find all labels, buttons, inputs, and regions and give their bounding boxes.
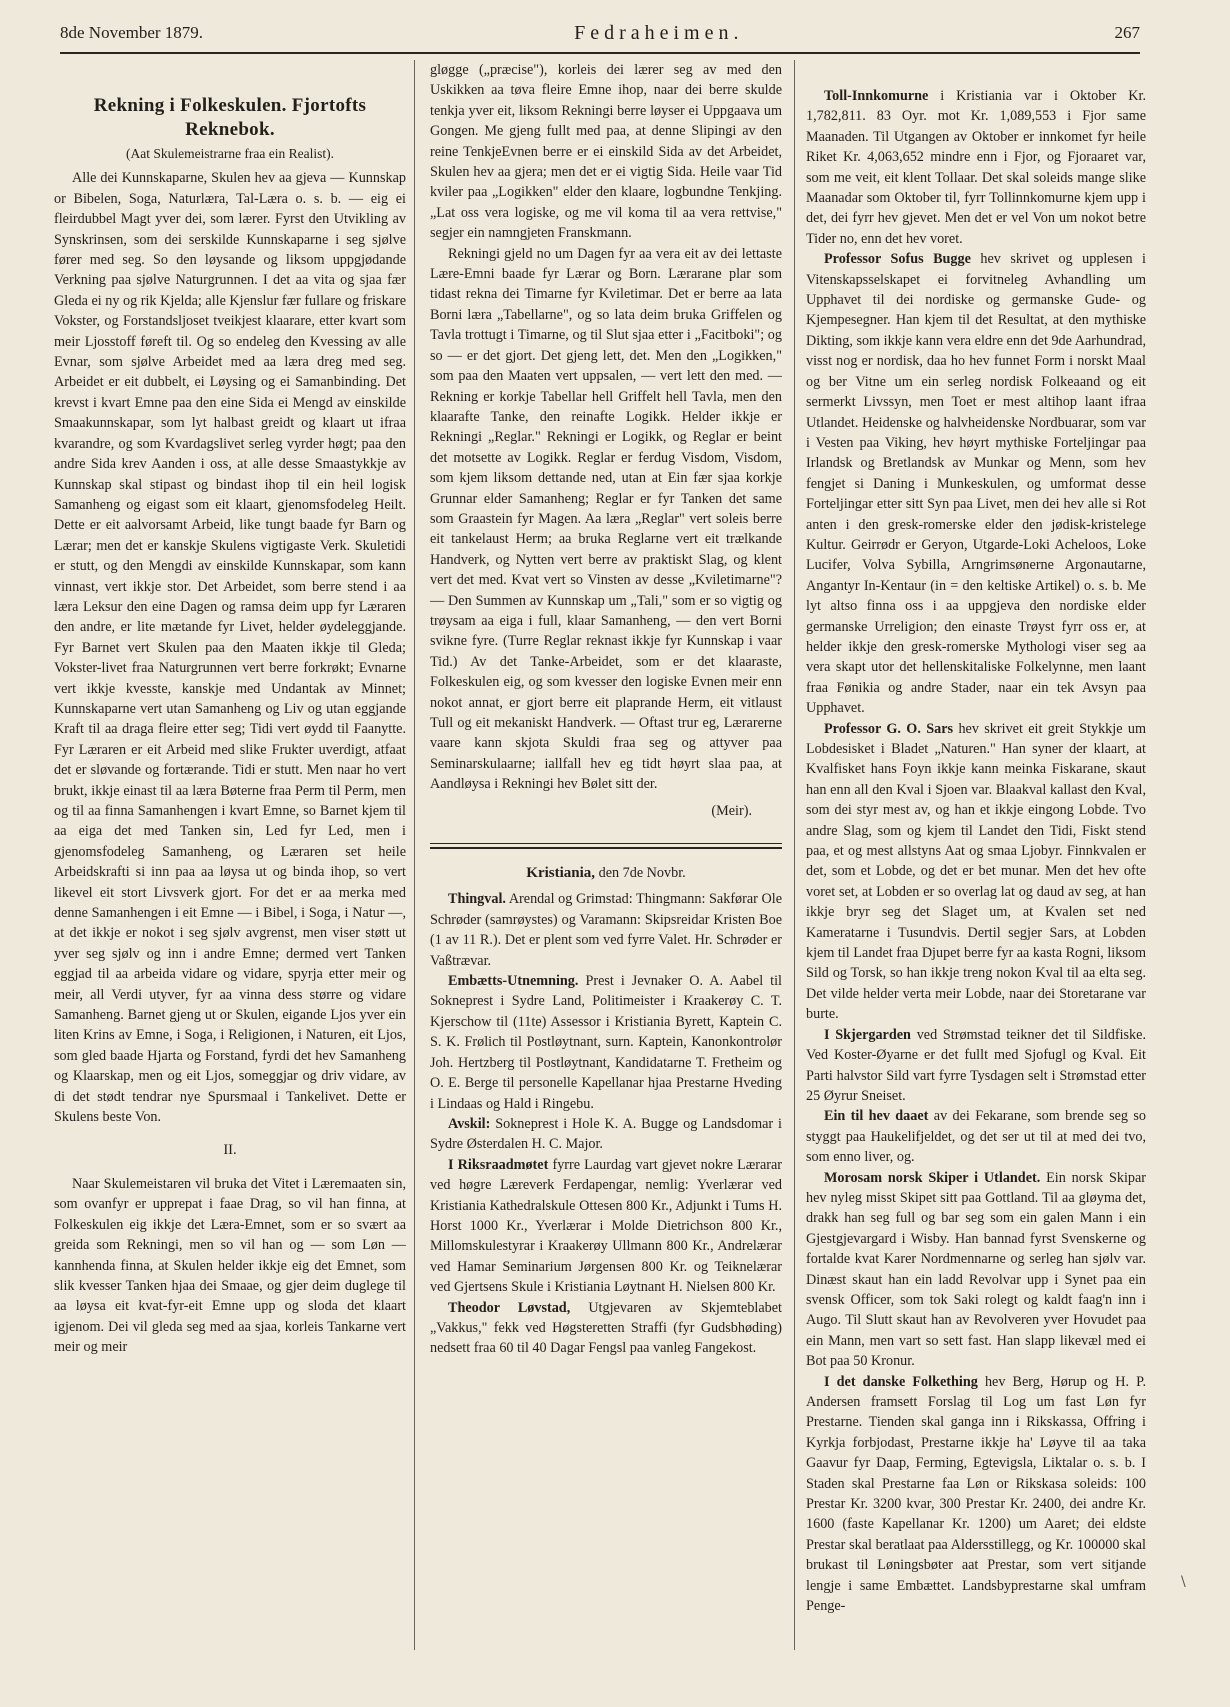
- column-1: [54, 60, 406, 1358]
- news-item: Avskil: Sokneprest i Hole K. A. Bugge og Landsdomar i Sydre Østerdalen H. C. Major.: [430, 1115, 782, 1153]
- news-item: I det danske Folkething hev Berg, Hørup og H. P. Andersen framsett Forslag til Log um fast Løn fyr Prestarne. Tienden skal ganga inn i Rikskassa, Offring i Kyrkja forbjodast, Prestarne ikkje ha' Løyve til aa taka Gaavur fyr Daap, Ferming, Egtevigsla, Liktalar o. s. b. I Staden skal Prestarne faa Løn or Rikskasa soleids: 100 Prestar Kr. 3200 kvar, 300 Prestar Kr. 2400, dei andre Kr. 1600 (faste Kapellanar Kr. 1200) um Aaret; dei eldste Prestar skal beratlaat paa Aldersstillegg, og Kr. 100000 skal brukast til Løningsbøter aat Prestar, som vert sitjande lengje i same Embættet. Landsbyprestarne skal umfram Penge-: [806, 1373, 1146, 1615]
- article-signoff: (Meir).: [711, 802, 752, 819]
- news-item: I Riksraadmøtet fyrre Laurdag vart gjevet nokre Lærarar ved høgre Læreverk Ferdapengar, nemlig: Yverlærar ved Kristiania Kathedralskule Ottesen 800 Kr., Adjunkt i Tums H. Horst 1000 Kr., Yverlærar i Molde Dietrichson 800 Kr., Millomskulestyrar i Kraakerøy Ullmann 800 Kr., Andrelærar ved Hamar Seminarium Jørgensen 800 Kr. og Teiknelærar ved Gjertsens Skule i Kristiania Løytnant H. Nielsen 800 Kr.: [430, 1156, 782, 1296]
- news-item: Thingval. Arendal og Grimstad: Thingmann: Sakførar Ole Schrøder (samrøystes) og Varamann: Skipsreidar Kristen Boe (1 av 11 R.). Det er plent som ved fyrre Valet. Hr. Schrøder er Vaßtrævar.: [430, 891, 782, 969]
- article-paragraph: Naar Skulemeistaren vil bruka det Vitet i Læremaaten sin, som ovanfyr er upprepat i faae Drag, so vil han finna, at Folkeskulen eig ikkje det Læra-Emnet, som er so svært aa greida som Rekningi, men so vil han og — som Løn — kannhenda finna, at Skulen helder ikkje eig det Emnet, som slik kvesser Tanken hjaa dei Smaae, og gjer deim duglege til aa løysa eit kvat-fyr-eit Emne upp og sloda det klaart igjenom. Dei vil gleda seg med aa sjaa, korleis Tankarne vert meir og meir: [54, 1175, 406, 1356]
- article-subtitle: (Aat Skulemeistrarne fraa ein Realist).: [125, 146, 335, 161]
- news-item: Theodor Løvstad, Utgjevaren av Skjemteblabet „Vakkus," fekk ved Høgsteretten Straffi (fyr Gudsbhøding) nedsett fraa 60 til 40 Dagar Fengsl paa vanleg Fangekost.: [430, 1299, 782, 1357]
- news-item: I Skjergarden ved Strømstad teikner det til Sildfiske. Ved Koster-Øyarne er det fullt med Sjofugl og Kval. Eit Parti halvstor Sild vart fyrre Tysdagen selt i Strømstad etter 25 Øyrur Sneiset.: [806, 1026, 1146, 1104]
- news-item: Embætts-Utnemning. Prest i Jevnaker O. A. Aabel til Sokneprest i Sydre Land, Politimeister i Kraakerøy C. T. Kjerschow til (11te) Assessor i Kristiania Byrett, Kaptein C. S. K. Frølich til Postløytnant, surn. Kaptein, Kanonkontrolør Joh. Hertzberg til Postløytnant, Kandidatarne T. Fretheim og O. E. Berge til personelle Kapellanar hjaa Prestarne Hveding i Lindaas og Hald i Ringebu.: [430, 973, 782, 1112]
- news-dateline: Kristiania, den 7de Novbr.: [526, 865, 686, 882]
- column-3: [806, 60, 1146, 1616]
- news-item: Morosam norsk Skiper i Utlandet. Ein norsk Skipar hev nyleg misst Skipet sitt paa Gottland. Til aa gløyma det, drakk han seg full og bar seg som ein galen Mann i ein Gjestgjevargard i Wisby. Han bannad fyrst Svenskerne og fortalde kvat Karer Nordmennarne og serleg han sjølv var. Dinæst skaut han ein ladd Revolvar upp i Synet paa ein svensk Officer, som tok Saki rolegt og kaldt faag'n inn i Augo. Til Slutt skaut han av Revolveren yver Hovudet paa ein Mann, men vart so sett fast. Han slapp likevæl med ei Bot paa 50 Kronur.: [806, 1169, 1146, 1370]
- news-item: Toll-Innkomurne i Kristiania var i Oktober Kr. 1,782,811. 83 Oyr. mot Kr. 1,089,553 i Fjor same Maanaden. Til Utgangen av Oktober er innkomet fyr heile Riket Kr. 4,063,652 mindre enn i Fjor, og Fjoraaret var, som me veit, eit klent Tollaar. Det skal soleids mange slike Maanadar som Oktober til, fyrr Tollinnkomurne kjem upp i det, dei fyrr hev gjevet. Men det er vel Von um nokot betre Tider no, enn det hev voret.: [806, 88, 1147, 247]
- column-divider: [794, 60, 795, 1650]
- article-paragraph: Rekningi gjeld no um Dagen fyr aa vera eit av dei lettaste Lære-Emni baade fyr Lærar og Born. Lærarane plar som tidast rekna dei Timarne fyr Kviletimar. Det er berre aa lata Borni læra „Tabellarne", og so lata deim bruka Griffelen og Tavla trottugt i Timarne, og til Slut sjaa etter i „Facitboki"; og so — er det gjort. Det gjeng lett, det. Men den „Logikken," som paa den Maaten vert uppsalen, — vert lett den med. — Rekning er korkje Tabellar hell Griffelt hell Tavla, men den klaarafte Tanke, den reinafte Logikk. Helder ikkje er Rekningi „Reglar." Rekningi er Logikk, og Reglar er beint det motsette av Logikk. Reglar er ferdug Visdom, Visdom, som kjem liksom dettande ned, utan at Ein fær sjaa korkje Grunnar elder Samanheng; Reglar er fyr Tanken det same som Graastein fyr Magen. Aa læra „Reglar" vert soleis berre eit tankelaust Herm; aa bruka Reglarne vert eit trælkande Handverk, og Nytten vert berre av praktiskt Slag, og klent vert det med. Kvat vert so Vinsten av desse „Kviletimarne"? — Den Summen av Kunnskap um „Tali," som er so vigtig og trøysam aa eiga i full, klaar Samanheng, — den vert Borni svikne fyre. (Turre Reglar reknast ikkje fyr Kunnskap i vaar Tid.) Av det Tanke-Arbeidet, som er det klaaraste, Folkeskulen eig, og som kvesser den logiske Evnen meir enn nokot annat, er gjort berre eit plaprande Herm, eit vitlaust Tull og eit mekaniskt Handverk. — Oftast trur eg, Lærarerne vaare kann skjota Skuldi fraa seg og attyver paa Seminarskulaarne; iallfall hev eg tidt høyrt slaa paa, at Aandløysa i Rekningi hev Bølet sitt der.: [430, 245, 782, 793]
- page-number: 267: [1114, 23, 1140, 42]
- section-rule: [430, 843, 782, 849]
- header-rule: [60, 52, 1140, 54]
- article-title: Rekning i Folkeskulen. Fjortofts Reknebok.: [93, 95, 367, 140]
- margin-mark: \: [1181, 1574, 1186, 1590]
- column-divider: [414, 60, 415, 1650]
- section-heading: II.: [223, 1141, 237, 1158]
- news-item: Professor G. O. Sars hev skrivet eit greit Stykkje um Lobdesisket i Bladet „Naturen." Han syner der klaart, at Kvalfisket hans Foyn ikkje kann meinka Fiskarane, skaut han enn all den Kval i Sjoen var. Blaakval kallast den Kval, som dei styr mest av, og han et ikkje eingong Lobde. Tvo andre Slag, som og kjem til Landet den Tidi, Fiskt stend paa, et og mest allstyns Aat og smaa Ljobyr. Finnkvalen er det, som et Lobde, og det er bet munar. Men det hev ofte voret set, at Lobden er so overlag lat og daud av seg, at han ikkje bryr seg det Slaget um, at Kvalen set ned Kameratarne i Tusundvis. Dertil segjer Sars, at Lobden kjem til Landet fraa Djupet berre fyr aa kasta Rogni, liksom Sild og Torsk, so han ikkje treng nokon Kval til aa elta seg. Det vilde helder verta meir Lobde, naar dei Storetarane var burte.: [806, 720, 1147, 1023]
- news-item: Professor Sofus Bugge hev skrivet og upplesen i Vitenskapsselskapet ei forvitneleg Avhandling um Upphavet til dei nordiske og germanske Gude- og Kjempesegner. Han kjem til det Resultat, at den mythiske Dikting, som ikkje kann vera eldre enn det 9de Aarhundrad, visst nog er nordisk, daa ho hev funnet Form i norskt Maal og ber Vitne um ein serleg nordisk Folkeaand og eit sermerkt Livssyn, men Toet er mest altihop laant ifraa Utlandet. Heidenske og halvheidenske Nordbuarar, som var i Vesten paa Viking, hev høyrt mythiske Forteljingar paa Irlandsk og Bretlandsk av Munkar og Menn, som hev fengjet si Daning i Munkeskulen, og umformat desse Forteljingar etter sitt Syn paa Livet, men dei hev alle si Rot anten i den gresk-romerske elder den jødisk-kristelege Kultur. Geirrødr er Geryon, Utgarde-Loki Acheloos, Loke Lucifer, Volva Sybilla, Arngrimsønerne Argonautarne, Angantyr In-Kentaur (in = den keltiske Artikel) o. s. b. Me lyt altso finna oss i aa uppgjeva den nordiske elder germanske Urreligion; den einaste Trøyst fyrr oss er, at helder ikkje den gresk-romerske Mythologi viser seg aa vera skapt utor det hellenskitaliske Folkelynne, men laant fraa Fønikia og andre Stader, naar ein tek Avsyn paa Upphavet.: [806, 251, 1147, 717]
- masthead: [60, 18, 1140, 48]
- column-2: [430, 60, 782, 1359]
- article-paragraph: gløgge („præcise"), korleis dei lærer seg av med den Uskikken aa tøva fleire Emne ihop, naar dei berre skulde tenkja yver eit, liksom Rekningi berre løyser ei Uppgaava um Gongen. Me gjeng fullt med paa, at denne Slipingi av den reine TenkjeEvnen berre er ei einskild Sida av det Arbeidet, Skulen hev aa gjera; men det er ei vigtig Sida. Heile vaar Tid kviler paa „Logikken" elder den klaare, logbundne Tenkjing. „Lat oss vera logiske, og me vil koma til aa vera rettvise," segjer ein namngjeten Franskmann.: [430, 62, 782, 242]
- article-paragraph: Alle dei Kunnskaparne, Skulen hev aa gjeva — Kunnskap or Bibelen, Soga, Naturlæra, Tal-Læra o. s. b. — eig ei fleirdubbel Magt yver dei, som lærer. Fyrst den Utvikling av Synskrinsen, som dei serskilde Kunnskaparne i seg sjølve fører med seg. So den løysande og liksom uppgjødande Verkning paa sjølve Naturgrunnen. I det aa vita og sjaa fær Gleda ei ny og rik Kjelda; alle Kjenslur fær fullare og friskare Vokster, og Forstandsljoset tveikjest klaarare, etter kvart som meir Ljosstoff føreft til. Og so endeleg den Kvessing av alle Evnar, som sjølve Arbeidet med aa læra dreg med seg. Arbeidet er eit dubbelt, ei Løysing og ei Samanbinding. Det krevst i kvart Emne paa den eine Sida ei Mengd av einskilde Smaakunnskapar, som lyt halbast greidt og klaart ut ifraa kvarandre, og som Kvardagslivet serleg vyrder høgt; paa den andre Sida krev Aanden i oss, at alle desse Smaastykkje av Kunnskap skal stipast og bindast ihop til ein heil logisk Samanheng og eigast som eit klaart, gjenomsfodeleg Heilt. Dette er eit aalvorsamt Arbeid, like tungt baade fyr Barn og Lærar; men det er kanskje Skulens vigtigaste Verk. Skuletidi er stutt, og den Mengdi av einskilde Kunnskapar, som kann vinnast, vert ikkje stor. Det Arbeidet, som berre stend i aa læra Leksur den eine Dagen og ramsa deim upp fyr Læraren den andre, er lite mætande fyr Livet, helder øydeleggjande. Fyr Barnet vert Skulen paa den Maaten ikkje til Gleda; Vokster-livet fraa Naturgrunnen vert berre forkrøkt; Evnarne vert ikkje kvesste, kanskje med Undantak av Minnet; Kunnskaparne vert utan Samanheng og Liv og utan eggjande Kraft til aa draga fleire etter seg; Tidi vert øydd til Faanytte. Fyr Læraren er eit Arbeid med slike Frukter uverdigt, atfaat det er sløvande og fortærande. Tidi er stutt. Men naar ho vert brukt, ikkje einast til aa læra Bøterne fraa Perm til Perm, men og til aa finna Samanhengen i kvart Emne, so Barnet kjem til aa eiga det med Tanken sin, Led fyr Led, men i gjenomsfodeleg Samanheng, og Læraren set heile Arbeidskrafti si inn paa aa løysa ut og binda ihop, so vert likevel eit stort Livsverk gjort. For det er aa merka med denne Samanhengen i eit Emne — i Bibel, i Soga, i Natur —, at det ikkje er nokot i seg sjølv avgrenst, men viser støtt ut yver seg sjølv og inn i andre Emne; dermed vert Tanken eggjad til aa arbeida vidare og vidare, spyrja etter meir og meir, all Verdi utyver, fyr aa vinna dess større og vidare Samanheng. Barnet gjeng ut or Skulen, eigande Ljos yver ein liten Krins av Emne, i Soga, i Religionen, i Naturen, eit Ljos, som gled baade Hjarta og Forstand, fyrdi det hev Samanheng og Klaarskap, men og eit Ljos, someggjar og driv vidare, av di det stødt tendrar nye Spursmaal i Tankelivet. Dette er Skulens beste Von.: [54, 170, 406, 1126]
- news-item: Ein til hev daaet av dei Fekarane, som brende seg so styggt paa Haukelifjeldet, og det ser ut til at med dei tvo, som enno liver, og.: [806, 1108, 1146, 1166]
- issue-date: 8de November 1879.: [60, 23, 204, 42]
- newspaper-title: Fedraheimen.: [574, 21, 744, 44]
